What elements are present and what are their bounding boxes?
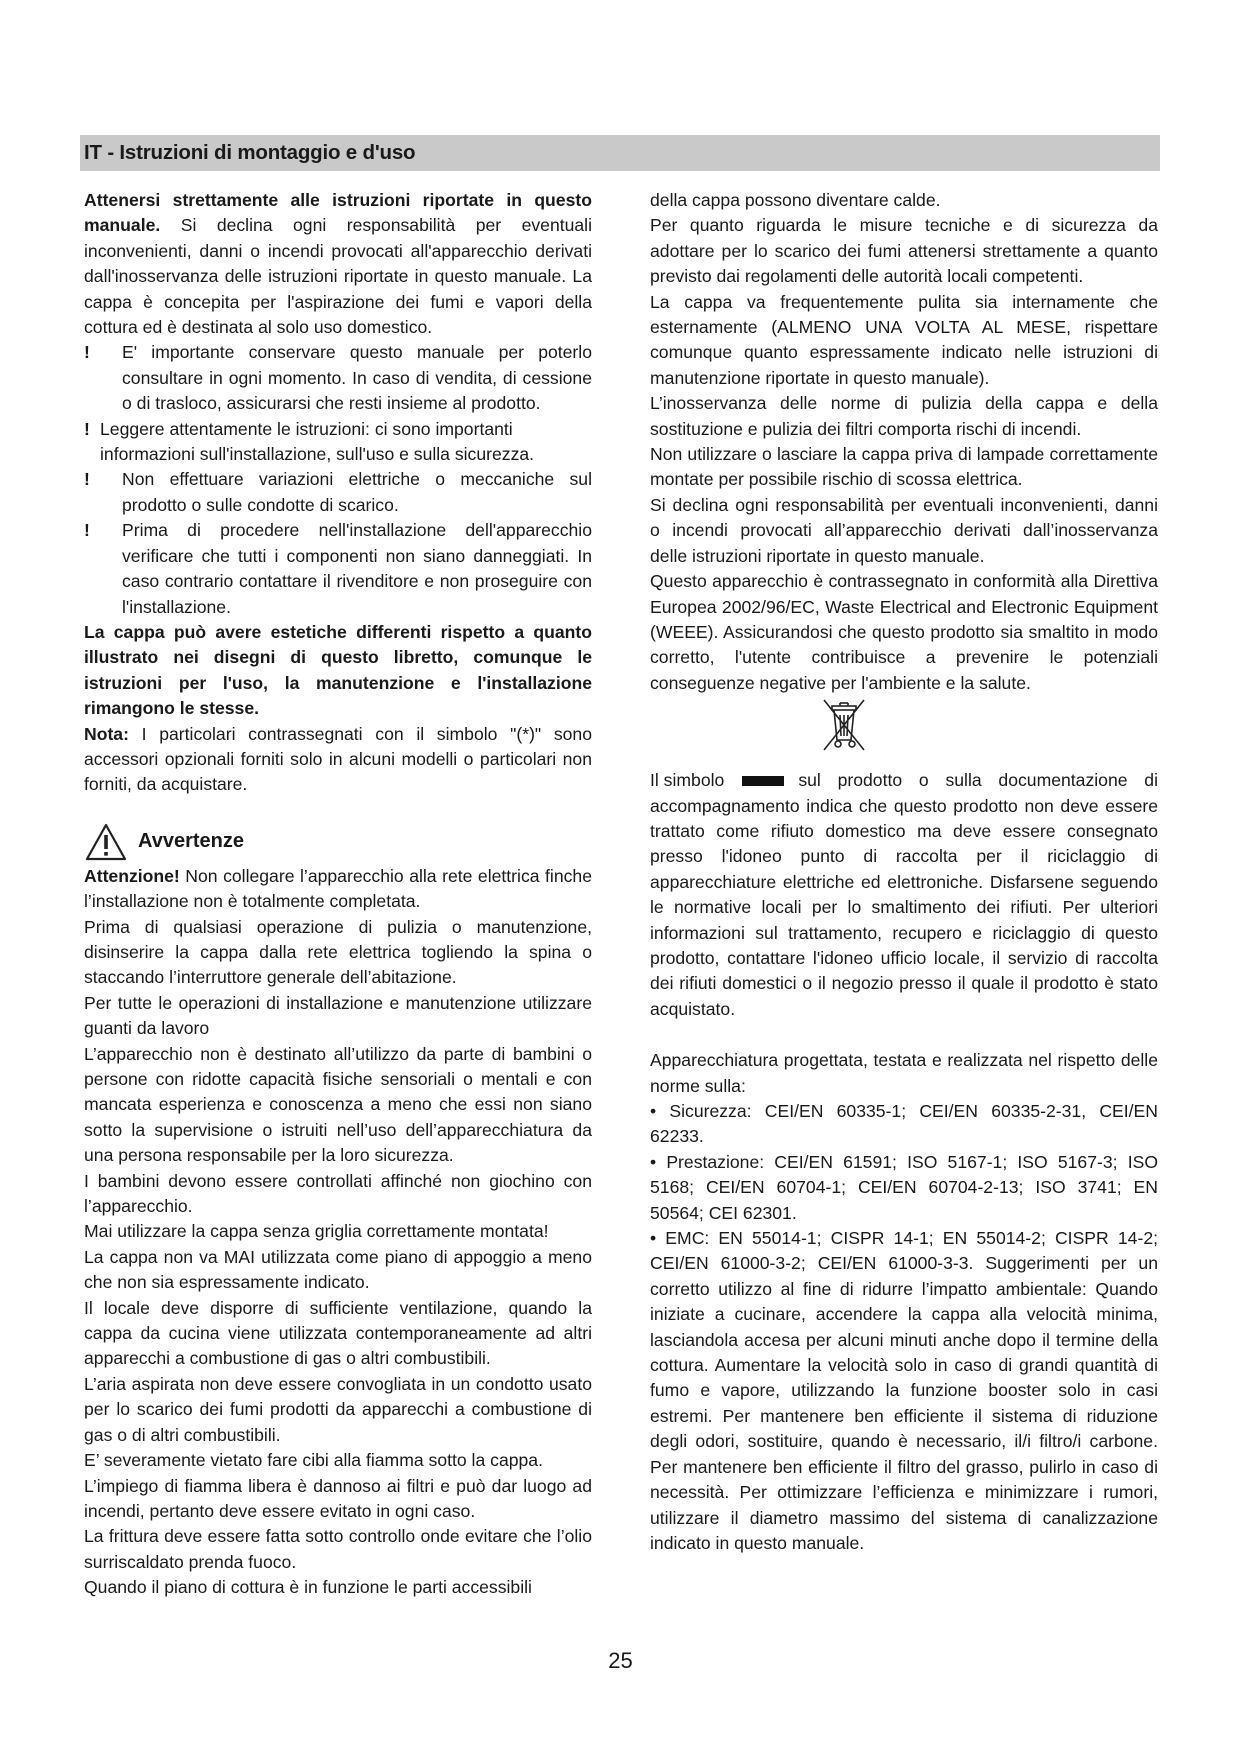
section-header-bar xyxy=(80,135,1160,171)
attenzione-text: Non collegare l’apparecchio alla rete elettrica finche l’installazione non è totalmente completata. xyxy=(84,865,592,912)
symbol-prefix: Il simbolo xyxy=(650,770,725,791)
warning-paragraph: La cappa non va MAI utilizzata come piano di appoggio a meno che non sia espressamente indicato. xyxy=(84,1246,592,1293)
right-paragraph: Non utilizzare o lasciare la cappa priva di lampade correttamente montate per possibile rischio di scossa elettrica. xyxy=(650,444,1158,490)
nota-paragraph xyxy=(84,722,592,798)
crossed-bin-icon xyxy=(820,696,868,758)
bullet-text: Non effettuare variazioni elettriche o meccaniche sul prodotto o sulle condotte di scarico. xyxy=(122,469,592,515)
right-paragraph: della cappa possono diventare calde. xyxy=(650,190,941,210)
symbol-suffix: sul prodotto o sulla documentazione di xyxy=(798,770,1158,791)
exclamation-icon: ! xyxy=(84,342,90,363)
warnings-title: Avvertenze xyxy=(138,830,244,853)
right-paragraph: Per quanto riguarda le misure tecniche e di sicurezza da adottare per lo scarico dei fumi attenersi strettamente a quanto previsto dai regolamenti delle autorità locali competenti. xyxy=(650,215,1158,287)
intro-bold: Attenersi strettamente alle istruzioni riportate in questo manuale. xyxy=(84,190,592,236)
symbol-line xyxy=(650,768,1158,793)
bullet-item xyxy=(84,518,592,620)
right-column xyxy=(650,188,1158,1556)
attenzione-paragraph xyxy=(84,864,592,915)
spacer xyxy=(650,1022,1158,1048)
bullet-item xyxy=(84,417,592,468)
symbol-explanation: accompagnamento indica che questo prodotto non deve essere trattato come rifiuto domestico ma deve essere consegnato presso l'idoneo punto di raccolta per il riciclaggio di apparecchiature elettriche ed elettroniche. Disfarsene seguendo le normative locali per lo smaltimento dei rifiuti. Per ulteriori informazioni sul trattamento, recupero e riciclaggio di questo prodotto, contattare l'idoneo ufficio locale, il servizio di raccolta dei rifiuti domestici o il negozio presso il quale il prodotto è stato acquistato. xyxy=(650,795,1158,1019)
warning-paragraph: L’aria aspirata non deve essere convogliata in un condotto usato per lo scarico dei fumi prodotti da apparecchi a combustione di gas o di altri combustibili. xyxy=(84,1373,592,1445)
intro-paragraph xyxy=(84,188,592,340)
warning-paragraph: Mai utilizzare la cappa senza griglia correttamente montata! xyxy=(84,1221,549,1242)
bullet-text: Prima di procedere nell'installazione dell'apparecchio verificare che tutti i componenti non siano danneggiati. In caso contrario contattare il rivenditore e non proseguire con l'installazione. xyxy=(122,520,592,617)
exclamation-icon: ! xyxy=(84,520,90,541)
warning-paragraph: E’ severamente vietato fare cibi alla fiamma sotto la cappa. xyxy=(84,1450,543,1471)
warning-paragraph: L’impiego di fiamma libera è dannoso ai filtri e può dar luogo ad incendi, pertanto deve essere evitato in ogni caso. xyxy=(84,1475,592,1521)
warning-paragraph: Per tutte le operazioni di installazione e manutenzione utilizzare guanti da lavoro xyxy=(84,992,592,1039)
attenzione-label: Attenzione! xyxy=(84,865,180,886)
weee-symbol-row xyxy=(650,696,1158,762)
norms-intro: Apparecchiatura progettata, testata e realizzata nel rispetto delle norme sulla: xyxy=(650,1050,1158,1096)
bullet-item xyxy=(84,467,592,518)
bullet-text: E' importante conservare questo manuale per poterlo consultare in ogni momento. In caso di vendita, di cessione o di trasloco, assicurarsi che resti insieme al prodotto. xyxy=(122,342,592,414)
right-paragraph: L’inosservanza delle norme di pulizia della cappa e della sostituzione e pulizia dei filtri comporta rischi di incendi. xyxy=(650,393,1158,439)
warnings-heading xyxy=(84,822,592,862)
warning-paragraph: Il locale deve disporre di sufficiente ventilazione, quando la cappa da cucina viene utilizzata contemporaneamente ad altri apparecchi a combustione di gas o altri combustibili. xyxy=(84,1297,592,1369)
left-column xyxy=(84,188,592,1601)
intro-text: Si declina ogni responsabilità per eventuali inconvenienti, danni o incendi provocati all'apparecchio derivati dall'inosservanza delle istruzioni riportate in questo manuale. La cappa è concepita per l'aspirazione dei fumi e vapori della cottura ed è destinata al solo uso domestico. xyxy=(84,215,592,338)
bullet-text: Leggere attentamente le istruzioni: ci sono importanti informazioni sull'installazione, sull'uso e sulla sicurezza. xyxy=(100,418,535,465)
warning-paragraph: La frittura deve essere fatta sotto controllo onde evitare che l’olio surriscaldato prenda fuoco. xyxy=(84,1526,592,1572)
underline-bar-icon xyxy=(742,776,784,786)
section-title: IT - Istruzioni di montaggio e d'uso xyxy=(84,141,416,164)
right-paragraph: Si declina ogni responsabilità per eventuali inconvenienti, danni o incendi provocati all’apparecchio derivati dall’inosservanza delle istruzioni riportate in questo manuale. xyxy=(650,494,1158,566)
norm-item: • Prestazione: CEI/EN 61591; ISO 5167-1; ISO 5167-3; ISO 5168; CEI/EN 60704-1; CEI/EN 60704-2-13; ISO 3741; EN 50564; CEI 62301. xyxy=(650,1151,1158,1223)
warning-paragraph: Prima di qualsiasi operazione di pulizia o manutenzione, disinserire la cappa dalla rete elettrica togliendo la spina o staccando l’interruttore generale dell’abitazione. xyxy=(84,916,592,988)
norm-item: • EMC: EN 55014-1; CISPR 14-1; EN 55014-2; CISPR 14-2; CEI/EN 61000-3-2; CEI/EN 61000-3-3. Suggerimenti per un corretto utilizzo al fine di ridurre l’impatto ambientale: Quando iniziate a cucinare, accendere la cappa alla velocità minima, lasciandola accesa per alcuni minuti anche dopo il termine della cottura. Aumentare la velocità solo in caso di grandi quantità di fumo e vapore, utilizzando la funzione booster solo in casi estremi. Per mantenere ben efficiente il sistema di riduzione degli odori, sostituire, quando è necessario, il/i filtro/i carbone. Per mantenere ben efficiente il filtro del grasso, pulirlo in caso di necessità. Per ottimizzare l’efficienza e minimizzare i rumori, utilizzare il diametro massimo del sistema di canalizzazione indicato in questo manuale. xyxy=(650,1228,1158,1553)
warning-triangle-icon xyxy=(84,822,128,862)
nota-label: Nota: xyxy=(84,723,129,744)
warning-paragraph: I bambini devono essere controllati affinché non giochino con l’apparecchio. xyxy=(84,1170,592,1217)
norm-item: • Sicurezza: CEI/EN 60335-1; CEI/EN 60335-2-31, CEI/EN 62233. xyxy=(650,1101,1158,1147)
warning-paragraph: L’apparecchio non è destinato all’utilizzo da parte di bambini o persone con ridotte capacità fisiche sensoriali o mentali e con mancata esperienza e conoscenza a meno che essi non siano sotto la supervisione o istruiti nell’uso dell’apparecchiatura da una persona responsabile per la loro sicurezza. xyxy=(84,1043,592,1166)
design-note-bold: La cappa può avere estetiche differenti rispetto a quanto illustrato nei disegni di questo libretto, comunque le istruzioni per l'uso, la manutenzione e l'installazione rimangono le stesse. xyxy=(84,621,592,719)
bullet-item xyxy=(84,340,592,416)
page-number: 25 xyxy=(608,1648,633,1673)
right-paragraph: Questo apparecchio è contrassegnato in conformità alla Direttiva Europea 2002/96/EC, Waste Electrical and Electronic Equipment (WEEE). Assicurandosi che questo prodotto sia smaltito in modo corretto, l'utente contribuisce a prevenire le potenziali conseguenze negative per l'ambiente e la salute. xyxy=(650,571,1158,693)
right-paragraph: La cappa va frequentemente pulita sia internamente che esternamente (ALMENO UNA VOLTA AL MESE, rispettare comunque quanto espressamente indicato nelle istruzioni di manutenzione riportate in questo manuale). xyxy=(650,291,1158,388)
exclamation-icon: ! xyxy=(84,469,90,490)
warning-paragraph: Quando il piano di cottura è in funzione le parti accessibili xyxy=(84,1577,532,1598)
nota-text: I particolari contrassegnati con il simbolo "(*)" sono accessori opzionali forniti solo in alcuni modelli o particolari non forniti, da acquistare. xyxy=(84,723,592,795)
exclamation-icon: ! xyxy=(84,418,90,439)
